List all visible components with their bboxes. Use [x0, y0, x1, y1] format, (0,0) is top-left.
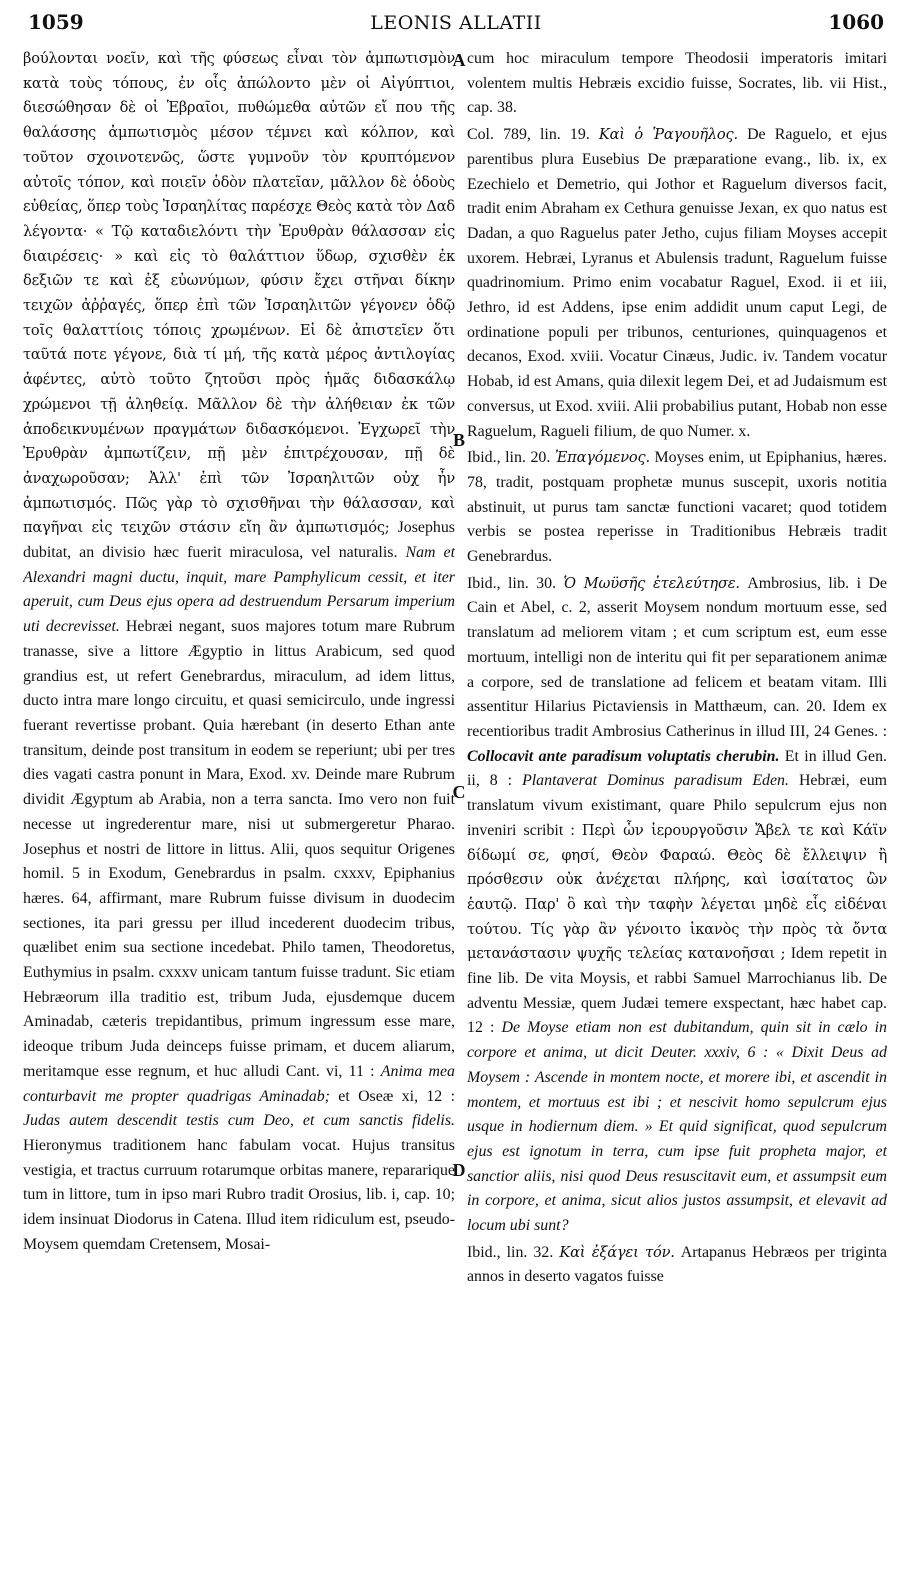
left-column: [23, 47, 455, 1577]
note-epagomenos-text: Moyses enim, ut Epiphanius, hæres. 78, tradit, postquam prophetæ munus suscepit, uxoris notitia abstinuit, ut purus tam sanctæ functioni vacaret; quod totidem verbis se postea reperisse in Traditionibus Hebræis tradit Genebrardus.: [467, 449, 887, 566]
note-moyses-greek: Περὶ ὧν ἱερουργοῦσιν Ἄβελ τε καὶ Κάϊν δίδωμί σε, φησί, Θεὸν Φαραώ. Θεὸς δὲ ἔλλειψιν ἢ πρόσθεσιν οὐκ ἀνέχεται πλήρης, καὶ ἰσαίτατος ὢν ἑαυτῷ. Παρ' ὃ καὶ τὴν ταφὴν λέγεται μηδὲ εἷς εἰδέναι τούτου. Τίς γὰρ ἂν γένοιτο ἱκανὸς τὴν πρὸς τὰ ὄντα μετανάστασιν ψυχῆς τελείας κατανοῆσαι ;: [467, 821, 887, 963]
osee-ref: et Oseæ xi, 12 :: [338, 1087, 455, 1105]
right-intro: cum hoc miraculum tempore Theodosii imperatoris imitari volentem multis Hebræis excidio fuisse, Socrates, lib. vii Hist., cap. 38.: [467, 50, 887, 117]
note-moyses-quote-2: Plantaverat Dominus paradisum Eden.: [522, 772, 789, 790]
note-epagomenos-ref: Ibid., lin. 20.: [467, 449, 551, 467]
margin-marker-d: D: [452, 1160, 466, 1180]
note-moyses-text-d: Idem repetit in fine lib. De vita Moysis, et rabbi Samuel Marrochianus lib. De adventu Messiæ, quem Judæi temere exspectant, hæc habet cap. 12 :: [467, 945, 887, 1037]
note-raguel-lemma: Καὶ ὁ Ῥαγουῆλος.: [598, 126, 738, 144]
josephus-quote: Nam et Alexandri magni ductu, inquit, mare Pamphylicum cessit, et iter aperuit, cum Deus ejus opera ad destruendum Persarum imperium uti decrevisset.: [23, 544, 455, 636]
left-page-number: 1059: [28, 10, 84, 34]
running-header: [26, 8, 886, 42]
note-exagei-text: Artapanus Hebræos per triginta annos in deserto vagatos fuisse: [467, 1243, 887, 1286]
note-raguel-ref: Col. 789, lin. 19.: [467, 126, 590, 144]
note-moyses-lemma: Ὁ Μωϋσῆς ἐτελεύτησε.: [563, 574, 740, 592]
note-exagei-lemma: Καὶ ἐξάγει τόν.: [559, 1243, 675, 1261]
right-column: [467, 47, 887, 1577]
note-moyses-ref: Ibid., lin. 30.: [467, 574, 557, 592]
margin-marker-c: C: [452, 782, 466, 802]
left-text: [23, 47, 455, 1257]
note-exagei: [467, 1241, 887, 1290]
canticle-quote: Anima mea conturbavit me propter quadrigas Aminadab;: [23, 1062, 455, 1105]
note-epagomenos: [467, 446, 887, 570]
running-title: LEONIS ALLATII: [370, 12, 542, 34]
osee-quote: Judas autem descendit testis cum Deo, et cum sanctis fidelis.: [23, 1112, 455, 1130]
margin-marker-a: A: [452, 50, 466, 70]
hebraei-text: Hebræi negant, suos majores totum mare Rubrum tranasse, sive a littore Ægyptio in littus Arabicum, sed quod grandius est, ut refert Genebrardus, miraculum, ad idem littus, ducto intra mare longo circuitu, et quasi semicirculo, unde ingressi fuerant revertisse probant. Quia hærebant (in deserto Ethan ante transitum, deinde post transitum in eodem se reperiunt; ubi per tres dies vagati castra ponunt in Mara, Exod. xv. Deinde mare Rubrum dividit Ægyptum ab Arabia, non a terra sancta. Imo vero non fuit necesse ut ingrederentur mare, nisi ut submergeretur Pharao. Josephus et nostri de littore in littus. Alii, quos sequitur Origenes homil. 5 in Exodum, Genebrardus in psalm. cxxxv, Epiphanius hæres. 64, affirmant, mare Rubrum fuisse divisum in duodecim sectiones, ita pari gressu per illud incederent duodecim tribus, quælibet enim sua sectione incedebat. Philo tamen, Theodoretus, Euthymius in psalm. cxxxv unicam tantum fuisse tradunt. Sic etiam Hebræorum illa traditio est, tribum Juda, ejusdemque ducem Aminadab, cæteris trepidantibus, primum ingressum esse mare, ideoque tribum Juda deinceps fuisse primam, et ducem aliarum, meritamque esse regnum, et huc alludi Cant. vi, 11 :: [23, 618, 455, 1080]
note-moyses-death: [467, 572, 887, 1239]
greek-passage: βούλονται νοεῖν, καὶ τῆς φύσεως εἶναι τὸν ἀμπωτισμὸν κατὰ τοὺς τόπους, ἐν οἷς ἀπώλοντο μὲν οἱ Αἰγύπτιοι, διεσώθησαν δὲ οἱ Ἑβραῖοι, πυθώμεθα αὐτῶν εἴ που τῆς θαλάσσης ἀμπωτισμὸς μέσον τέμνει καὶ κόλπον, καὶ τοῦτον σχοινοτενῶς, ὥστε γυμνοῦν τὸν κρυπτόμενον αὐτοῖς τόπον, καὶ ποιεῖν ὁδὸν πλατεῖαν, μᾶλλον δὲ ὁδοὺς εὐθείας, ὅπερ τοὺς Ἰσραηλίτας παρέσχε Θεὸς κατὰ τὸν Δαδ λέγοντα· « Τῷ καταδιελόντι τὴν Ἐρυθρὰν θάλασσαν εἰς διαιρέσεις· » καὶ εἰς τὸ θαλάττιον ὕδωρ, σχισθὲν ἐκ δεξιῶν τε καὶ ἐξ εὐωνύμων, φύσιν ἔχει στῆναι δίκην τειχῶν ἀῤῥαγές, ὅπερ ἐπὶ τῶν Ἰσραηλιτῶν γέγονεν ὁδῷ τοῖς θαλαττίοις τόποις χρωμένων. Εἰ δὲ ἀπιστεῖεν ὅτι ταῦτά ποτε γέγονε, διὰ τί μή, τῆς κατὰ μέρος ἀντιλογίας ἀφέντες, αὐτὸ τοῦτο ζητοῦσι πρὸς ἡμᾶς διδασκάλῳ χρώμενοι τῇ ἀληθείᾳ. Μᾶλλον δὲ τὴν ἀλήθειαν ἐκ τῶν ἀποδεικνυμένων πραγμάτων διδασκόμενοι. Ἐγχωρεῖ τὴν Ἐρυθρὰν ἀμπωτίζειν, πῇ μὲν ἐπιτρέχουσαν, πῇ δὲ ἀναχωροῦσαν; Ἀλλ' ἐπὶ τῶν Ἰσραηλιτῶν οὐχ ἦν ἀμπωτισμός. Πῶς γὰρ τὸ σχισθῆναι τὴν θάλασσαν, καὶ παγῆναι εἰς τειχῶν στάσιν εἴη ἂν ἀμπωτισμός;: [23, 50, 455, 537]
margin-marker-b: B: [452, 430, 465, 450]
note-moyses-text-b: Et in illud Gen. ii, 8 :: [467, 747, 887, 790]
note-moyses-text-c: Hebræi, eum translatum vivum existimant, quare Philo sepulcrum ejus non inveniri scribit :: [467, 772, 887, 839]
note-raguel: [467, 123, 887, 444]
note-epagomenos-lemma: Ἐπαγόμενος.: [554, 449, 650, 467]
note-moyses-quote-1: Collocavit ante paradisum voluptatis cherubin.: [467, 747, 780, 765]
note-moyses-quote-3: De Moyse etiam non est dubitandum, quin sit in cælo in corpore et anima, ut dicit Deuter. xxxiv, 6 : « Dixit Deus ad Moysem : Ascende in montem nocte, et morere ibi, et ascendit in montem, et mortuus est ibi ; et nescivit homo sepulcrum ejus usque in hodiernum diem. » Et quid significat, quod sepulcrum ejus est ignotum in terra, cum ipse fuit propheta major, et sanctior aliis, nisi quod Deus resuscitavit eum, et assumpsit eum in corpore, et anima, sicut alios justos assumpsit, et elevavit ad locum ubi sunt?: [467, 1019, 887, 1235]
hieronymus-text: Hieronymus traditionem hanc fabulam vocat. Hujus transitus vestigia, et tractus curruum rotarumque orbitas manere, repararique tum in littore, tum in ipso mari Rubro tradit Orosius, lib. i, cap. 10; idem insinuat Diodorus in Catena. Illud item ridiculum est, pseudo-Moysem quemdam Cretensem, Mosai-: [23, 1136, 455, 1253]
note-exagei-ref: Ibid., lin. 32.: [467, 1243, 554, 1261]
josephus-text: Josephus dubitat, an divisio hæc fuerit miraculosa, vel naturalis.: [23, 519, 455, 562]
right-page-number: 1060: [828, 10, 884, 34]
note-moyses-text-a: Ambrosius, lib. i De Cain et Abel, c. 2, asserit Moysem nondum mortuum esse, sed translatum ad meliorem vitam ; et cum scriptum est, eum esse mortuum, intelligi non de interitu qui fit per separationem animæ a corpore, sed de translatione ad felicem et beatam vitam. Illi assentitur Hilarius Pictaviensis in Matthæum, can. 20. Idem ex recentioribus tradit Ambrosius Catherinus in illud III, 24 Genes. :: [467, 574, 887, 740]
note-raguel-text: De Raguelo, et ejus parentibus plura Eusebius De præparatione evang., lib. ix, ex Ezechielo et Demetrio, qui Jothor et Raguelum diversos facit, tradit enim Abraham ex Cethura genuisse Jexan, ex quo natus est Dadan, a quo Raguelus pater Jetho, cujus filiam Moyses accepit uxorem. Hebræi, Lyranus et Abulensis tradunt, Raguelum fuisse quadrinomium. Primo enim vocabatur Raguel, Exod. ii et iii, Jethro, id est Addens, ipse enim addidit unum caput Legi, de ordinatione populi per tribunos, centuriones, quinquagenos et decanos, Exod. xviii. Vocatur Cinæus, Judic. iv. Tandem vocatur Hobab, id est Amans, quia dilexit legem Dei, et ad Judaismum est conversus, ut Exod. xviii. Alii probabilius putant, Hobab non esse Raguelum, Ragueli filium, de quo Numer. x.: [467, 126, 887, 440]
